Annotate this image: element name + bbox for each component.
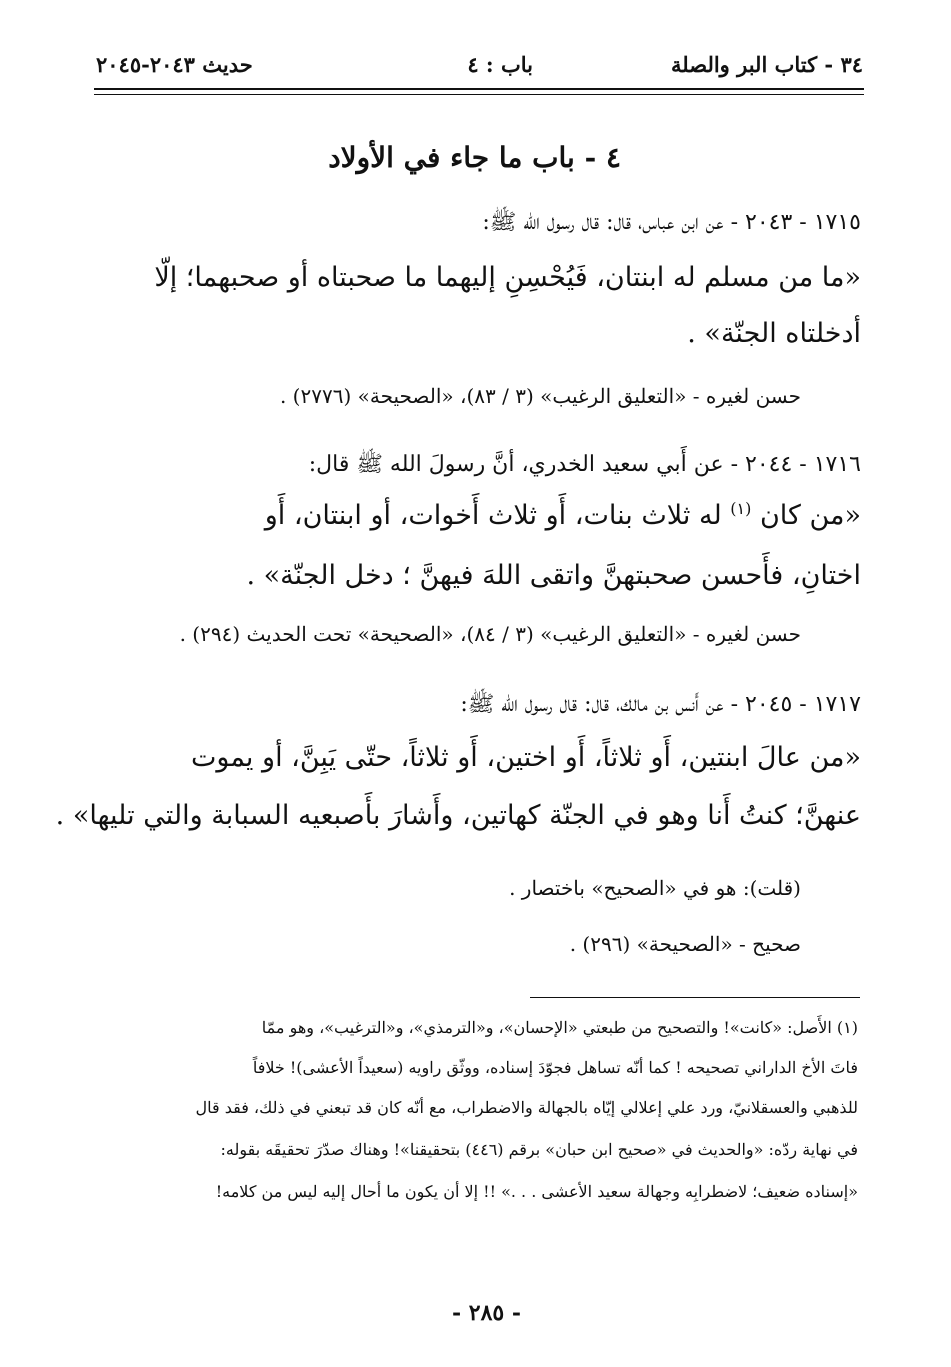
footnote-line: في نهاية ردّه: «والحديث في «صحيح ابن حبان» برقم (٤٤٦) بتحقيقنا»! وهناك صدّرَ تحقيقَه بقوله:	[220, 1140, 858, 1159]
hadith-grade: حسن لغيره - «التعليق الرغيب» (٣ / ٨٣)، «الصحيحة» (٢٧٧٦) .	[279, 384, 801, 408]
hadith-text-segment: «من كان	[759, 500, 861, 531]
hadith-note: (قلت): هو في «الصحيح» باختصار .	[509, 876, 801, 900]
hadith-text-line: أدخلتاه الجنّة» .	[687, 318, 861, 349]
footnote-line: للذهبي والعسقلانيّ، ورد علي إعلالي إيّاه بالجهالة والاضطراب، مع أنّه كان قد تبعني في ذلك، فقد قال	[195, 1098, 858, 1117]
header-hadith-range: حديث ٢٠٤٣-٢٠٤٥	[96, 52, 253, 77]
footnote-rule	[530, 997, 860, 998]
page-number: - ٢٨٥ -	[451, 1300, 521, 1326]
hadith-heading: ١٧١٥ - ٢٠٤٣ - عن ابن عباس، قال: قال رسول الله ﷺ:	[482, 210, 861, 235]
footnote-line: (١) الأَصل: «كانت»! والتصحيح من طبعتي «الإحسان»، و«الترمذي»، و«الترغيب»، وهو ممّا	[261, 1018, 858, 1037]
hadith-text-line	[265, 500, 861, 531]
header-chapter: باب : ٤	[467, 52, 533, 77]
header-rule-thin	[94, 94, 864, 95]
hadith-text-line: «ما من مسلم له ابنتان، فَيُحْسِنِ إليهما ما صحبتاه أو صحبهما؛ إلّا	[154, 262, 861, 293]
hadith-text-segment: له ثلاث بنات، أَو ثلاث أَخوات، أو ابنتان، أَو	[264, 500, 722, 531]
running-header	[96, 48, 863, 82]
header-rule-thick	[94, 88, 864, 90]
footnote-line: فاتَ الأخ الداراني تصحيحه ! كما أنّه تساهل فجوّدَ إسناده، ووثّق راويه (سعيداً الأعشى)! خلافاً	[252, 1058, 858, 1077]
hadith-text-line: اختانِ، فأَحسن صحبتهنَّ واتقى اللهَ فيهنَّ ؛ دخل الجنّة» .	[246, 560, 861, 591]
hadith-grade: حسن لغيره - «التعليق الرغيب» (٣ / ٨٤)، «الصحيحة» تحت الحديث (٢٩٤) .	[179, 622, 801, 646]
footnote-marker: (١)	[730, 499, 752, 518]
header-book-title: ٣٤ - كتاب البر والصلة	[671, 52, 863, 77]
hadith-text-line: «من عالَ ابنتين، أَو ثلاثاً، أَو اختين، أَو ثلاثاً، حتّى يَبِنَّ، أو يموت	[190, 742, 861, 773]
hadith-heading: ١٧١٦ - ٢٠٤٤ - عن أَبي سعيد الخدري، أنَّ رسولَ الله ﷺ قال:	[308, 452, 861, 477]
hadith-heading: ١٧١٧ - ٢٠٤٥ - عن أَنس بن مالك، قال: قال رسول الله ﷺ:	[460, 692, 861, 717]
chapter-title: ٤ - باب ما جاء في الأولاد	[328, 141, 621, 174]
footnote-line: «إسناده ضعيف؛ لاضطرابِه وجهالة سعيد الأعشى . . .» !! إلا أن يكون ما أحال إليه ليس من كلامه!	[215, 1182, 858, 1201]
hadith-text-line: عنهنَّ؛ كنتُ أَنا وهو في الجنّة كهاتين، وأَشارَ بأَصبعيه السبابة والتي تليها» .	[55, 800, 861, 831]
hadith-grade: صحيح - «الصحيحة» (٢٩٦) .	[569, 932, 801, 956]
